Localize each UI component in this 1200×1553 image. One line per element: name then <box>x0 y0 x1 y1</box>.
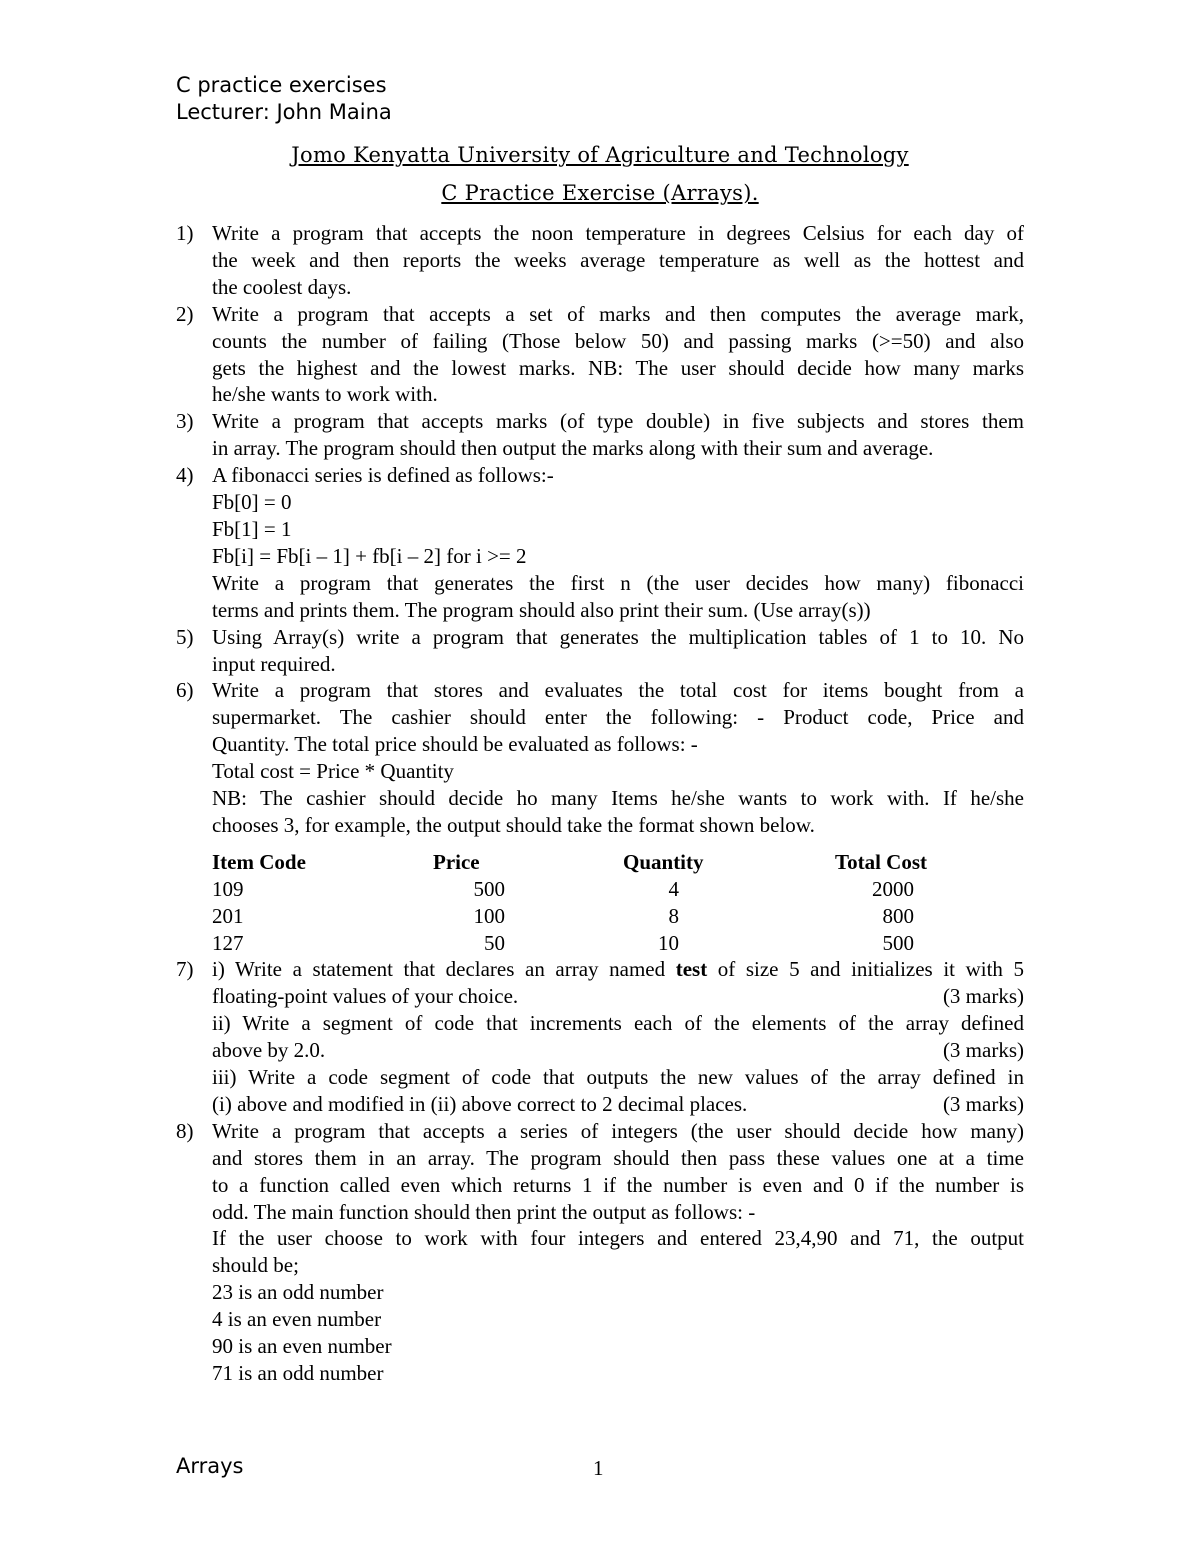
question-text-with-marks <box>212 1091 1024 1118</box>
question-text: floating-point values of your choice. <box>212 984 519 1009</box>
marks-label: (3 marks) <box>942 984 1024 1009</box>
table-cell: 201 <box>212 903 244 928</box>
question-text: and stores them in an array. The program should then pass these values one at a time <box>212 1145 1024 1170</box>
question-text: A fibonacci series is defined as follows:- <box>212 463 554 488</box>
question-text-part: i) Write a statement that declares an array named <box>212 957 676 982</box>
question-4 <box>176 462 1024 623</box>
column-header: Item Code <box>212 849 306 874</box>
question-text: the coolest days. <box>212 274 352 299</box>
question-6 <box>176 677 1024 956</box>
question-5 <box>176 624 1024 678</box>
question-text: Write a program that generates the first n (the user decides how many) fibonacci <box>212 570 1024 595</box>
table-row <box>212 903 1024 930</box>
question-text: iii) Write a code segment of code that outputs the new values of the array defined in <box>212 1065 1024 1090</box>
table-cell: 4 <box>668 876 679 901</box>
column-header: Price <box>433 849 480 874</box>
question-text: Using Array(s) write a program that generates the multiplication tables of 1 to 10. No <box>212 624 1024 649</box>
table-cell: 2000 <box>872 876 914 901</box>
table-cell: 127 <box>212 930 244 955</box>
array-name-keyword: test <box>675 957 708 982</box>
question-text: in array. The program should then output the marks along with their sum and average. <box>212 436 934 461</box>
exercise-title: C Practice Exercise (Arrays). <box>441 181 759 205</box>
question-number: 7) <box>176 957 194 982</box>
question-text-part: of size 5 and initializes it with 5 <box>707 957 1025 982</box>
question-text: the week and then reports the weeks average temperature as well as the hottest and <box>212 247 1024 272</box>
question-text: should be; <box>212 1253 299 1278</box>
question-number: 4) <box>176 463 194 488</box>
column-header: Quantity <box>623 849 704 874</box>
sample-output-table <box>212 849 1024 957</box>
formula-line: Fb[i] = Fb[i – 1] + fb[i – 2] for i >= 2 <box>212 543 527 568</box>
university-title: Jomo Kenyatta University of Agriculture and Technology <box>291 143 909 167</box>
table-cell: 500 <box>473 876 505 901</box>
question-7 <box>176 956 1024 1117</box>
footer-section-label: Arrays <box>176 1454 244 1478</box>
question-text: counts the number of failing (Those below 50) and passing marks (>=50) and also <box>212 328 1024 353</box>
question-text: gets the highest and the lowest marks. NB: The user should decide how many marks <box>212 355 1024 380</box>
table-cell: 8 <box>668 903 679 928</box>
question-text: terms and prints them. The program should also print their sum. (Use array(s)) <box>212 597 871 622</box>
table-header-row <box>212 849 1024 876</box>
question-8 <box>176 1118 1024 1387</box>
page-number: 1 <box>593 1456 604 1480</box>
question-text: Quantity. The total price should be evaluated as follows: - <box>212 732 698 757</box>
table-cell: 800 <box>882 903 914 928</box>
question-text: NB: The cashier should decide ho many Items he/she wants to work with. If he/she <box>212 786 1024 811</box>
question-text: chooses 3, for example, the output should take the format shown below. <box>212 812 815 837</box>
formula-line: Total cost = Price * Quantity <box>212 759 454 784</box>
question-text: ii) Write a segment of code that increments each of the elements of the array defined <box>212 1011 1024 1036</box>
question-2 <box>176 301 1024 409</box>
question-number: 6) <box>176 678 194 703</box>
table-cell: 500 <box>882 930 914 955</box>
question-3 <box>176 408 1024 462</box>
question-text: (i) above and modified in (ii) above correct to 2 decimal places. <box>212 1091 748 1116</box>
formula-line: Fb[1] = 1 <box>212 516 292 541</box>
question-text: Write a program that accepts marks (of type double) in five subjects and stores them <box>212 409 1024 434</box>
question-text-with-marks <box>212 1037 1024 1064</box>
question-text: Write a program that accepts a set of marks and then computes the average mark, <box>212 301 1024 326</box>
sample-output-line: 23 is an odd number <box>212 1280 384 1305</box>
question-text: If the user choose to work with four integers and entered 23,4,90 and 71, the output <box>212 1226 1024 1251</box>
question-number: 1) <box>176 221 194 245</box>
question-1 <box>176 220 1024 301</box>
table-cell: 10 <box>658 930 679 955</box>
question-text: input required. <box>212 651 336 676</box>
question-text: odd. The main function should then print the output as follows: - <box>212 1199 756 1224</box>
table-row <box>212 930 1024 957</box>
header-lecturer: Lecturer: John Maina <box>176 100 392 124</box>
question-number: 8) <box>176 1118 194 1143</box>
question-text: supermarket. The cashier should enter the following: - Product code, Price and <box>212 705 1024 730</box>
question-text: Write a program that stores and evaluates the total cost for items bought from a <box>212 678 1024 703</box>
marks-label: (3 marks) <box>942 1091 1024 1116</box>
question-text: Write a program that accepts a series of integers (the user should decide how many) <box>212 1118 1024 1143</box>
formula-line: Fb[0] = 0 <box>212 490 292 515</box>
marks-label: (3 marks) <box>942 1038 1024 1063</box>
column-header: Total Cost <box>835 849 927 874</box>
table-row <box>212 876 1024 903</box>
question-text: above by 2.0. <box>212 1038 326 1063</box>
question-number: 2) <box>176 301 194 326</box>
table-cell: 109 <box>212 876 244 901</box>
question-text: Write a program that accepts the noon temperature in degrees Celsius for each day of <box>212 221 1024 245</box>
question-list <box>176 220 1024 1387</box>
question-text-with-marks <box>212 983 1024 1010</box>
question-number: 5) <box>176 624 194 649</box>
sample-output-line: 71 is an odd number <box>212 1361 384 1385</box>
table-cell: 100 <box>473 903 505 928</box>
question-text: he/she wants to work with. <box>212 382 438 407</box>
question-number: 3) <box>176 409 194 434</box>
sample-output-line: 4 is an even number <box>212 1307 382 1332</box>
header-course: C practice exercises <box>176 73 387 97</box>
sample-output-line: 90 is an even number <box>212 1334 392 1359</box>
question-text <box>212 956 1024 983</box>
question-text: to a function called even which returns 1 if the number is even and 0 if the number is <box>212 1172 1024 1197</box>
table-cell: 50 <box>484 930 505 955</box>
